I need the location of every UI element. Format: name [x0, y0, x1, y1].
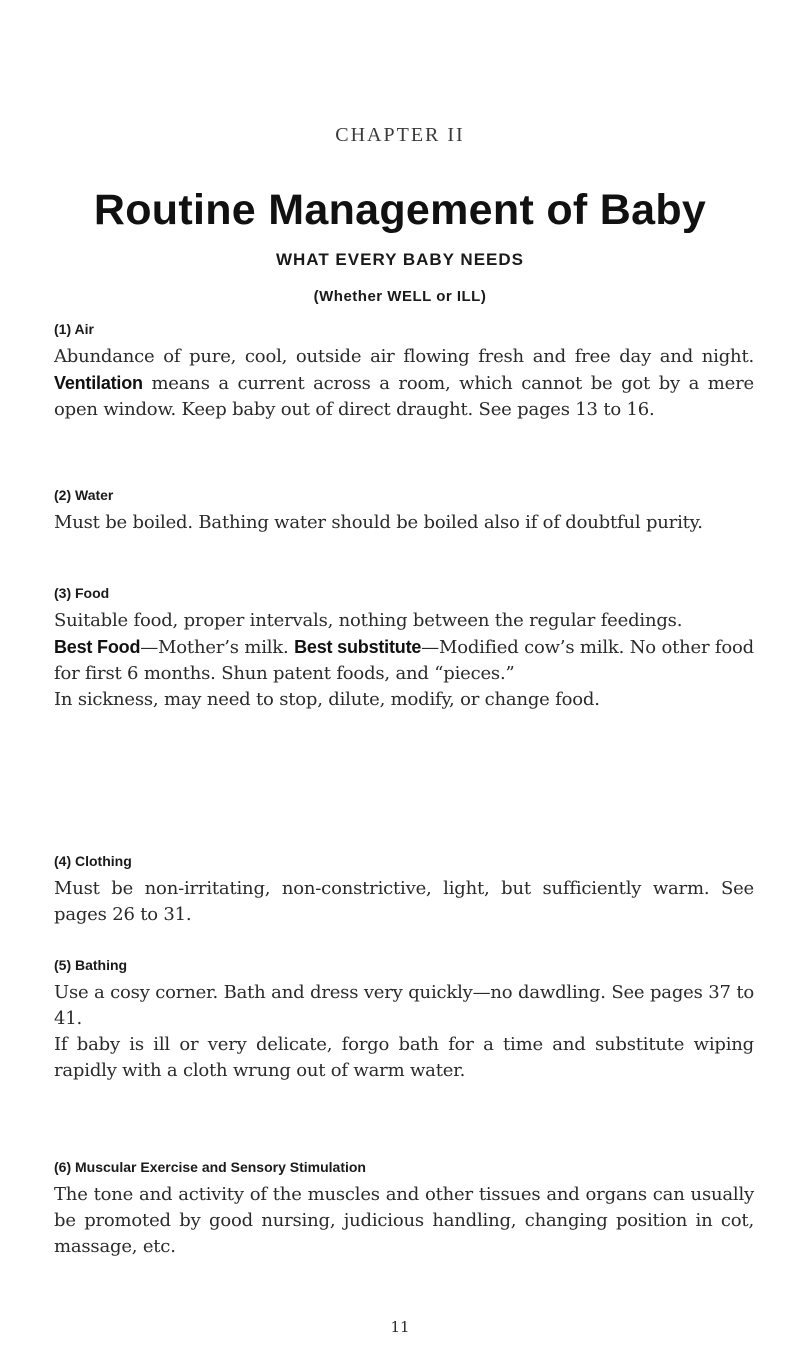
section-air [54, 320, 754, 423]
paragraph-text: —Modified cow’s milk. No other food for first 6 months. Shun patent foods, and “pieces.” [54, 637, 754, 684]
section-heading: (4) Clothing [54, 853, 132, 869]
bold-term: Best substitute [294, 637, 422, 657]
paragraph-text: means a current across a room, which cannot be got by a mere open window. Keep baby out of direct draught. See pages 13 to 16. [54, 373, 754, 420]
section-heading: (2) Water [54, 487, 114, 503]
section-subtitle: WHAT EVERY BABY NEEDS [275, 250, 525, 269]
chapter-label: CHAPTER II [335, 124, 465, 146]
paragraph-text: —Mother’s milk. [140, 637, 295, 658]
bold-term: Best Food [54, 637, 141, 657]
section-paragraph: Use a cosy corner. Bath and dress very quickly—no dawdling. See pages 37 to 41. [54, 982, 754, 1029]
page-number: 11 [390, 1318, 410, 1336]
page-title: Routine Management of Baby [93, 186, 707, 234]
section-paragraph: Suitable food, proper intervals, nothing between the regular feedings. [54, 610, 683, 631]
section-clothing [54, 852, 754, 928]
section-paragraph: Must be boiled. Bathing water should be boiled also if of doubtful purity. [54, 512, 703, 533]
section-heading: (3) Food [54, 585, 110, 601]
section-paragraph: The tone and activity of the muscles and other tissues and organs can usually be promoted by good nursing, judicious handling, changing position in cot, massage, etc. [54, 1184, 754, 1257]
section-food [54, 584, 754, 713]
section-paragraph: In sickness, may need to stop, dilute, modify, or change food. [54, 689, 600, 710]
section-paragraph: If baby is ill or very delicate, forgo bath for a time and substitute wiping rapidly with a cloth wrung out of warm water. [54, 1034, 754, 1081]
section-heading: (5) Bathing [54, 957, 128, 973]
section-paragraph [54, 344, 754, 423]
subtitle-note: (Whether WELL or ILL) [313, 288, 487, 305]
section-paragraph: Must be non-irritating, non-constrictive, light, but sufficiently warm. See pages 26 to 31. [54, 878, 754, 925]
section-paragraph [54, 634, 754, 687]
section-heading: (1) Air [54, 321, 94, 337]
section-bathing [54, 956, 754, 1084]
bold-term: Ventilation [54, 373, 143, 393]
section-heading: (6) Muscular Exercise and Sensory Stimulation [54, 1159, 366, 1175]
section-exercise [54, 1158, 754, 1260]
section-water [54, 486, 754, 536]
paragraph-text: Abundance of pure, cool, outside air flowing fresh and free day and night. [54, 346, 754, 367]
